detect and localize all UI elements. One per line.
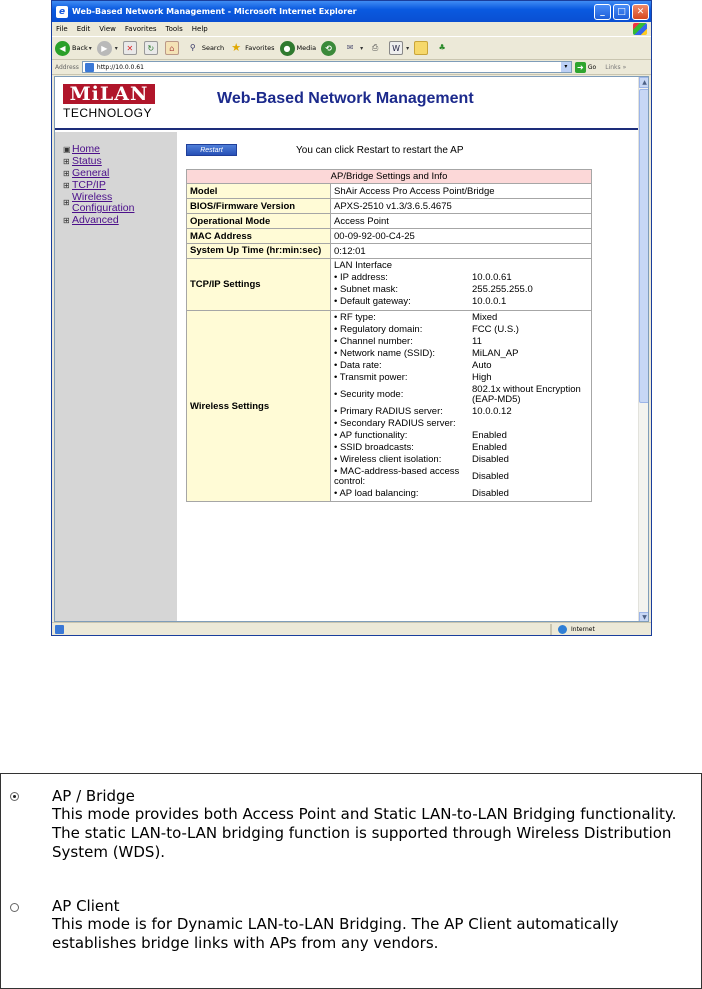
internet-globe-icon bbox=[558, 625, 567, 634]
row-value: Access Point bbox=[331, 214, 592, 229]
list-item bbox=[334, 419, 591, 429]
page-done-icon bbox=[55, 625, 64, 634]
setting-label: • MAC-address-based access control: bbox=[334, 467, 472, 487]
row-key: MAC Address bbox=[187, 229, 331, 244]
row-key: TCP/IP Settings bbox=[187, 259, 331, 311]
stop-icon: ✕ bbox=[123, 41, 137, 55]
folder-icon bbox=[414, 41, 428, 55]
edit-button[interactable] bbox=[389, 41, 409, 55]
nav-link-advanced[interactable]: Advanced bbox=[72, 214, 119, 226]
table-heading: AP/Bridge Settings and Info bbox=[187, 170, 592, 184]
menu-view[interactable]: View bbox=[99, 25, 116, 33]
address-dropdown-icon[interactable]: ▾ bbox=[561, 62, 571, 72]
setting-label: • Default gateway: bbox=[334, 297, 472, 307]
address-label: Address bbox=[55, 63, 79, 71]
setting-label: • Primary RADIUS server: bbox=[334, 407, 472, 417]
setting-value: MiLAN_AP bbox=[472, 348, 519, 359]
mode-name: AP / Bridge bbox=[52, 787, 135, 805]
setting-value: Disabled bbox=[472, 488, 509, 499]
mail-dropdown-icon[interactable]: ▾ bbox=[360, 44, 364, 52]
setting-label: • Wireless client isolation: bbox=[334, 455, 472, 465]
row-key: Operational Mode bbox=[187, 214, 331, 229]
setting-value: Auto bbox=[472, 360, 492, 371]
restart-button[interactable]: Restart bbox=[186, 144, 237, 156]
setting-value: 10.0.0.12 bbox=[472, 406, 512, 417]
address-url: http://10.0.0.61 bbox=[96, 63, 144, 71]
logo-subtitle: TECHNOLOGY bbox=[63, 106, 153, 120]
expand-icon[interactable]: ⊞ bbox=[63, 216, 70, 225]
list-item bbox=[334, 349, 591, 359]
go-arrow-icon: ➜ bbox=[575, 62, 586, 73]
setting-value: 10.0.0.61 bbox=[472, 272, 512, 283]
setting-label: • Channel number: bbox=[334, 337, 472, 347]
edit-dropdown-icon[interactable]: ▾ bbox=[406, 44, 410, 52]
page-node-icon: ▣ bbox=[63, 145, 71, 154]
setting-value: 802.1x without Encryption (EAP-MD5) bbox=[472, 384, 581, 405]
lan-interface-heading: LAN Interface bbox=[334, 260, 393, 271]
table-row-tcpip bbox=[187, 259, 592, 311]
list-item bbox=[334, 337, 591, 347]
internet-explorer-icon: e bbox=[56, 6, 68, 18]
menu-file[interactable]: File bbox=[56, 25, 68, 33]
menu-edit[interactable]: Edit bbox=[76, 25, 91, 33]
nav-link-general[interactable]: General bbox=[72, 167, 110, 179]
expand-icon[interactable]: ⊞ bbox=[63, 198, 70, 207]
setting-label: • Subnet mask: bbox=[334, 285, 472, 295]
expand-icon[interactable]: ⊞ bbox=[63, 169, 70, 178]
forward-dropdown-icon[interactable]: ▾ bbox=[114, 44, 118, 52]
nav-link-wireless-configuration[interactable]: Wireless Configuration bbox=[72, 191, 135, 214]
setting-label: • Regulatory domain: bbox=[334, 325, 472, 335]
setting-value: Disabled bbox=[472, 454, 509, 465]
vertical-scrollbar[interactable] bbox=[638, 77, 649, 622]
left-navigation bbox=[55, 132, 177, 622]
nav-link-status[interactable]: Status bbox=[72, 155, 102, 167]
row-key: BIOS/Firmware Version bbox=[187, 199, 331, 214]
list-item bbox=[334, 489, 591, 499]
list-item bbox=[334, 285, 591, 295]
nav-item-wireless-configuration[interactable] bbox=[63, 192, 177, 214]
setting-label: • IP address: bbox=[334, 273, 472, 283]
refresh-button[interactable] bbox=[144, 41, 160, 55]
table-row bbox=[187, 199, 592, 214]
minimize-button[interactable]: _ bbox=[594, 4, 611, 20]
milan-logo bbox=[63, 84, 163, 120]
row-value: 00-09-92-00-C4-25 bbox=[331, 229, 592, 244]
close-button[interactable]: ✕ bbox=[632, 4, 649, 20]
row-key: Wireless Settings bbox=[187, 311, 331, 502]
setting-value: 10.0.0.1 bbox=[472, 296, 507, 307]
star-icon: ★ bbox=[231, 41, 242, 54]
row-value: APXS-2510 v1.3/3.6.5.4675 bbox=[331, 199, 592, 214]
forward-arrow-icon: ▶ bbox=[97, 41, 112, 56]
back-label: Back bbox=[72, 44, 88, 52]
setting-label: • Transmit power: bbox=[334, 373, 472, 383]
nav-item-status[interactable] bbox=[63, 156, 177, 167]
search-icon: ⚲ bbox=[189, 43, 196, 52]
windows-logo-icon bbox=[633, 23, 647, 35]
favorites-label: Favorites bbox=[245, 44, 275, 52]
back-arrow-icon: ◀ bbox=[55, 41, 70, 56]
go-label: Go bbox=[587, 63, 597, 71]
nav-item-home[interactable] bbox=[63, 144, 177, 155]
scroll-up-icon[interactable]: ▲ bbox=[639, 77, 649, 88]
setting-label: • AP functionality: bbox=[334, 431, 472, 441]
list-item bbox=[334, 325, 591, 335]
browser-window bbox=[51, 0, 652, 636]
window-title: Web-Based Network Management - Microsoft Internet Explorer bbox=[72, 7, 357, 16]
settings-info-table bbox=[186, 169, 592, 502]
row-key: Model bbox=[187, 184, 331, 199]
address-bar bbox=[52, 60, 651, 75]
list-item bbox=[334, 467, 591, 487]
nav-item-general[interactable] bbox=[63, 168, 177, 179]
word-icon: W bbox=[389, 41, 403, 55]
tcpip-cell bbox=[331, 259, 592, 311]
nav-link-tcpip[interactable]: TCP/IP bbox=[72, 179, 106, 191]
list-item bbox=[334, 361, 591, 371]
setting-value: FCC (U.S.) bbox=[472, 324, 519, 335]
scroll-thumb[interactable] bbox=[639, 89, 649, 403]
refresh-icon: ↻ bbox=[144, 41, 158, 55]
setting-value: Enabled bbox=[472, 430, 507, 441]
media-label: Media bbox=[296, 44, 317, 52]
radio-ap-client[interactable] bbox=[10, 903, 19, 912]
wireless-cell bbox=[331, 311, 592, 502]
nav-link-home[interactable]: Home bbox=[72, 143, 101, 155]
list-item bbox=[334, 407, 591, 417]
forward-button[interactable] bbox=[97, 41, 118, 56]
security-zone bbox=[551, 624, 651, 636]
setting-value: High bbox=[472, 372, 492, 383]
setting-label: • Data rate: bbox=[334, 361, 472, 371]
back-button[interactable] bbox=[55, 41, 92, 56]
page-header bbox=[55, 77, 638, 130]
messenger-button[interactable] bbox=[435, 41, 451, 55]
list-item bbox=[334, 385, 591, 405]
table-row bbox=[187, 229, 592, 244]
list-item bbox=[334, 373, 591, 383]
status-bar bbox=[52, 622, 651, 636]
title-bar bbox=[52, 1, 651, 22]
setting-value: 11 bbox=[472, 336, 482, 347]
nav-item-advanced[interactable] bbox=[63, 215, 177, 226]
search-label: Search bbox=[201, 44, 225, 52]
expand-icon[interactable]: ⊞ bbox=[63, 181, 70, 190]
go-button[interactable] bbox=[575, 62, 596, 73]
folder-button[interactable] bbox=[414, 41, 430, 55]
expand-icon[interactable]: ⊞ bbox=[63, 157, 70, 166]
menu-bar bbox=[52, 22, 651, 36]
setting-label: • SSID broadcasts: bbox=[334, 443, 472, 453]
mode-description: This mode is for Dynamic LAN-to-LAN Bridging. The AP Client automatically establishes bridge links with APs from any vendors. bbox=[52, 915, 619, 952]
list-item bbox=[334, 431, 591, 441]
list-item bbox=[334, 273, 591, 283]
scroll-down-icon[interactable]: ▼ bbox=[639, 612, 649, 622]
page-viewport bbox=[54, 76, 649, 622]
home-icon: ⌂ bbox=[165, 41, 179, 55]
nav-item-tcpip[interactable] bbox=[63, 180, 177, 191]
main-content bbox=[179, 132, 638, 622]
history-button[interactable] bbox=[321, 41, 338, 56]
list-item bbox=[334, 313, 591, 323]
maximize-button[interactable]: □ bbox=[613, 4, 630, 20]
list-item bbox=[334, 455, 591, 465]
setting-label: • Secondary RADIUS server: bbox=[334, 419, 472, 429]
print-icon: ⎙ bbox=[371, 43, 379, 52]
links-label: Links bbox=[605, 63, 621, 71]
page-icon bbox=[85, 63, 94, 72]
media-icon: ● bbox=[280, 41, 295, 56]
restart-row bbox=[179, 142, 638, 158]
back-dropdown-icon[interactable]: ▾ bbox=[88, 44, 92, 52]
row-value: ShAir Access Pro Access Point/Bridge bbox=[331, 184, 592, 199]
stop-button[interactable] bbox=[123, 41, 139, 55]
home-button[interactable] bbox=[165, 41, 181, 55]
messenger-icon: ♣ bbox=[438, 43, 446, 52]
zone-label: Internet bbox=[571, 626, 595, 633]
setting-label: • Security mode: bbox=[334, 390, 472, 400]
setting-label: • Network name (SSID): bbox=[334, 349, 472, 359]
list-item bbox=[334, 443, 591, 453]
setting-value: Mixed bbox=[472, 312, 498, 323]
menu-help[interactable]: Help bbox=[191, 25, 208, 33]
setting-value: Enabled bbox=[472, 442, 507, 453]
logo-wordmark: MiLAN bbox=[63, 84, 155, 104]
table-row bbox=[187, 214, 592, 229]
row-key: System Up Time (hr:min:sec) bbox=[187, 244, 331, 259]
table-row bbox=[187, 184, 592, 199]
history-icon: ⟲ bbox=[321, 41, 336, 56]
mode-description: This mode provides both Access Point and Static LAN-to-LAN Bridging functionality. The static LAN-to-LAN bridging function is supported through Wireless Distribution System (WDS). bbox=[52, 805, 677, 861]
media-button[interactable] bbox=[280, 41, 317, 56]
restart-hint: You can click Restart to restart the AP bbox=[296, 144, 464, 156]
links-button[interactable]: Links » bbox=[605, 63, 627, 71]
setting-value: 255.255.255.0 bbox=[472, 284, 533, 295]
toolbar bbox=[52, 36, 651, 60]
table-row bbox=[187, 244, 592, 259]
restart-keyword: Restart bbox=[356, 144, 390, 156]
print-button[interactable] bbox=[368, 41, 384, 55]
menu-favorites[interactable]: Favorites bbox=[124, 25, 157, 33]
row-value: 0:12:01 bbox=[331, 244, 592, 259]
mail-icon: ✉ bbox=[346, 43, 354, 52]
mail-button[interactable] bbox=[343, 41, 363, 55]
favorites-button[interactable] bbox=[229, 41, 274, 55]
setting-value: Disabled bbox=[472, 471, 509, 482]
setting-label: • RF type: bbox=[334, 313, 472, 323]
menu-tools[interactable]: Tools bbox=[165, 25, 183, 33]
page-title: Web-Based Network Management bbox=[217, 90, 474, 107]
setting-label: • AP load balancing: bbox=[334, 489, 472, 499]
mode-selection-panel bbox=[0, 773, 702, 989]
radio-ap-bridge[interactable] bbox=[10, 792, 19, 801]
table-row-wireless bbox=[187, 311, 592, 502]
search-button[interactable] bbox=[186, 41, 224, 55]
list-item bbox=[334, 297, 591, 307]
mode-name: AP Client bbox=[52, 897, 120, 915]
address-input[interactable] bbox=[82, 61, 572, 73]
